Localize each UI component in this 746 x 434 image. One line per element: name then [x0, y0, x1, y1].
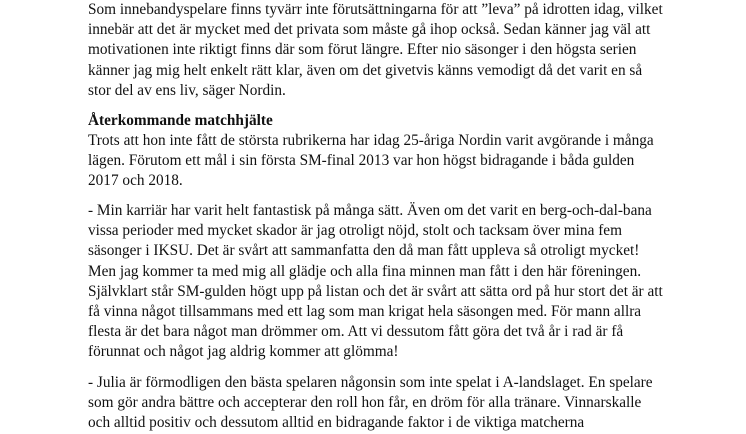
paragraph-coach-quote — [88, 373, 738, 434]
text-line: säsonger i IKSU. Det är svårt att sammanfatta den då man fått uppleva så otroligt mycket! — [88, 242, 640, 260]
text-line: förunnat och något jag aldrig kommer att glömma! — [88, 343, 399, 361]
text-line: Trots att hon inte fått de största rubrikerna har idag 25-åriga Nordin varit avgörande i många — [88, 132, 654, 149]
text-line: flesta är det bara något man drömmer om. Att vi dessutom fått göra det två år i rad är få — [88, 323, 624, 341]
text-line: som gör andra bättre och accepterar den roll hon får, en dröm för alla tränare. Vinnarskalle — [88, 394, 642, 412]
text-line: motivationen inte riktigt finns där som förut längre. Efter nio säsonger i den högsta serien — [88, 41, 637, 59]
text-line: stor del av ens liv, säger Nordin. — [88, 81, 286, 99]
text-line: lägen. Förutom ett mål i sin första SM-final 2013 var hon högst bidragande i båda gulden — [88, 152, 635, 170]
text-line: innebär att det är mycket med det privata som måste gå ihop också. Sedan känner jag väl att — [88, 21, 651, 39]
paragraph-retirement-reasons — [88, 0, 738, 101]
text-line: Men jag kommer ta med mig all glädje och alla fina minnen man fått i den här föreningen. — [88, 262, 642, 280]
text-line: Självklart står SM-gulden högt upp på listan och det är svårt att sätta ord på hur stort det är att — [88, 282, 663, 300]
paragraph-career-quote — [88, 201, 738, 363]
text-line: få vinna något tillsammans med ett lag som man krigat hela säsongen med. För mann allra — [88, 302, 642, 320]
text-line: 2017 och 2018. — [88, 172, 183, 190]
text-line: - Julia är förmodligen den bästa spelaren någonsin som inte spelat i A-landslaget. En spelare — [88, 374, 653, 391]
text-line: känner jag mig helt enkelt rätt klar, även om det givetvis känns vemodigt då det varit en så — [88, 61, 643, 79]
text-line: - Min karriär har varit helt fantastisk på många sätt. Även om det varit en berg-och-dal-bana — [88, 202, 652, 219]
text-line: och alltid positiv och dessutom alltid en bidragande faktor i de viktiga matcherna — [88, 414, 585, 432]
section-heading-block — [88, 111, 738, 131]
section-heading: Återkommande matchhjälte — [88, 112, 273, 129]
paragraph-match-hero — [88, 131, 738, 192]
text-line: vissa perioder med mycket skador är jag otroligt nöjd, stolt och tacksam över mina fem — [88, 222, 622, 240]
text-line: Som innebandyspelare finns tyvärr inte förutsättningarna för att ”leva” på idrotten idag, vilket — [88, 1, 663, 18]
